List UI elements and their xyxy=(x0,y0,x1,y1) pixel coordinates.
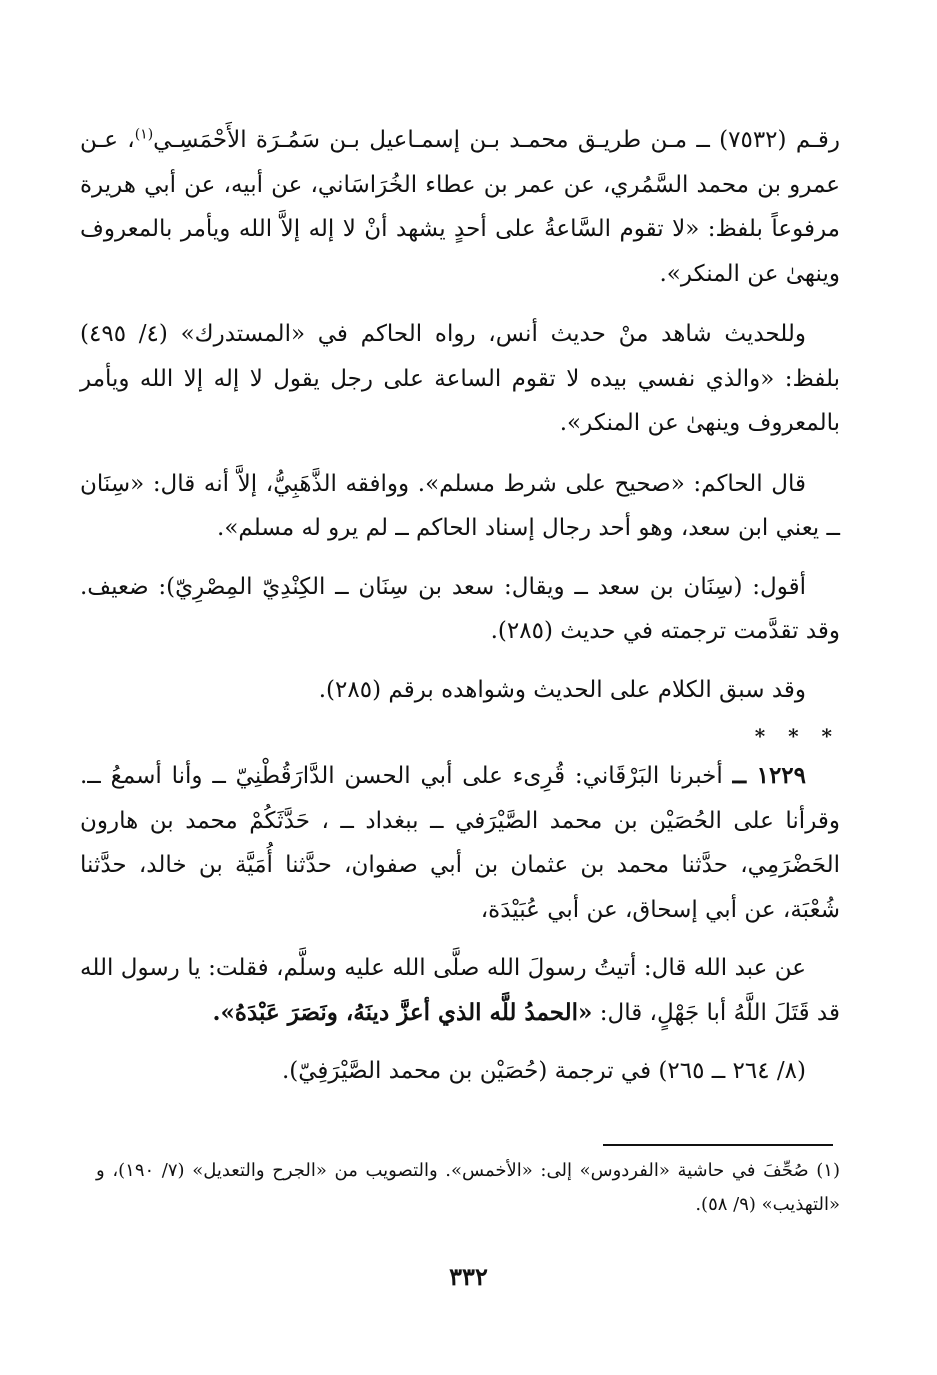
paragraph-1-text-a: رقـم (٧٥٣٢) ــ مـن طريـق محمـد بـن إسمـاعيل بـن سَمُـرَة الأَحْمَسِـي xyxy=(153,127,840,153)
page-body xyxy=(80,118,840,1110)
paragraph-2: وللحديث شاهد منْ حديث أنس، رواه الحاكم في «المستدرك» (٤/ ٤٩٥) بلفظ: «والذي نفسي بيده لا تقوم الساعة على رجل يقول لا إله إلا الله ويأمر بالمعروف وينهىٰ عن المنكر». xyxy=(80,321,840,436)
hadith-isnad: أخبرنا البَرْقَاني: قُرِىء على أبي الحسن الدَّارَقُطْنِيّ ــ وأنا أسمعُ ــ. وقرأنا على الحُصَيْن بن محمد الصَّيْرَفي ــ ببغداد ــ ، حَدَّثَكُمْ محمد بن هارون الحَضْرَمِي، حدَّثنا محمد بن عثمان بن أبي صفوان، حدَّثنا أُمَيَّة بن خالد، حدَّثنا شُعْبَة، عن أبي إسحاق، عن أبي عُبَيْدَة، xyxy=(80,763,840,923)
section-separator: * * * xyxy=(754,724,840,748)
footnote-divider xyxy=(603,1144,833,1146)
paragraph-4: أقول: (سِنَان بن سعد ــ ويقال: سعد بن سِنَان ــ الكِنْدِيّ المِصْرِيّ): ضعيف. وقد تقدَّمت ترجمته في حديث (٢٨٥). xyxy=(80,573,840,644)
paragraph-1-text-b: ، عـن عمرو بن محمد السَّمُري، عن عمر بن عطاء الخُرَاسَاني، عن أبيه، عن أبي هريرة مرفوعاً بلفظ: «لا تقوم السَّاعةُ على أحدٍ يشهد أنْ لا إله إلاَّ الله ويأمر بالمعروف وينهىٰ عن المنكر». xyxy=(80,127,840,287)
paragraph-5: وقد سبق الكلام على الحديث وشواهده برقم (٢٨٥). xyxy=(318,676,806,703)
footnote-marker: (١) xyxy=(134,126,154,143)
hadith-matn-text: عن عبد الله قال: أتيتُ رسولَ الله صلَّى الله عليه وسلَّم، فقلت: يا رسول الله قد قَتَلَ اللَّهُ أبا جَهْلٍ، قال: xyxy=(80,955,840,1026)
hadith-quote: «الحمدُ للَّه الذي أعزَّ دينَهُ، ونَصَرَ عَبْدَهُ». xyxy=(212,998,593,1026)
footnote: (١) صُحِّفَ في حاشية «الفردوس» إلى: «الأخمس». والتصويب من «الجرح والتعديل» (٧/ ١٩٠)، و «التهذيب» (٩/ ٥٨). xyxy=(96,1160,840,1215)
paragraph-1 xyxy=(80,118,840,296)
page-number: ٣٣٢ xyxy=(449,1262,488,1291)
hadith-number: ١٢٢٩ ــ xyxy=(732,762,807,789)
paragraph-3: قال الحاكم: «صحيح على شرط مسلم». ووافقه الذَّهَبِيُّ، إلاَّ أنه قال: «سِنَان ــ يعني ابن سعد، وهو أحد رجال إسناد الحاكم ــ لم يرو له مسلم». xyxy=(80,470,840,541)
paragraph-hadith-1229 xyxy=(80,754,840,932)
paragraph-reference: (٨/ ٢٦٤ ــ ٢٦٥) في ترجمة (حُصَيْن بن محمد الصَّيْرَفِيّ). xyxy=(281,1058,806,1084)
paragraph-hadith-matn xyxy=(80,946,840,1035)
